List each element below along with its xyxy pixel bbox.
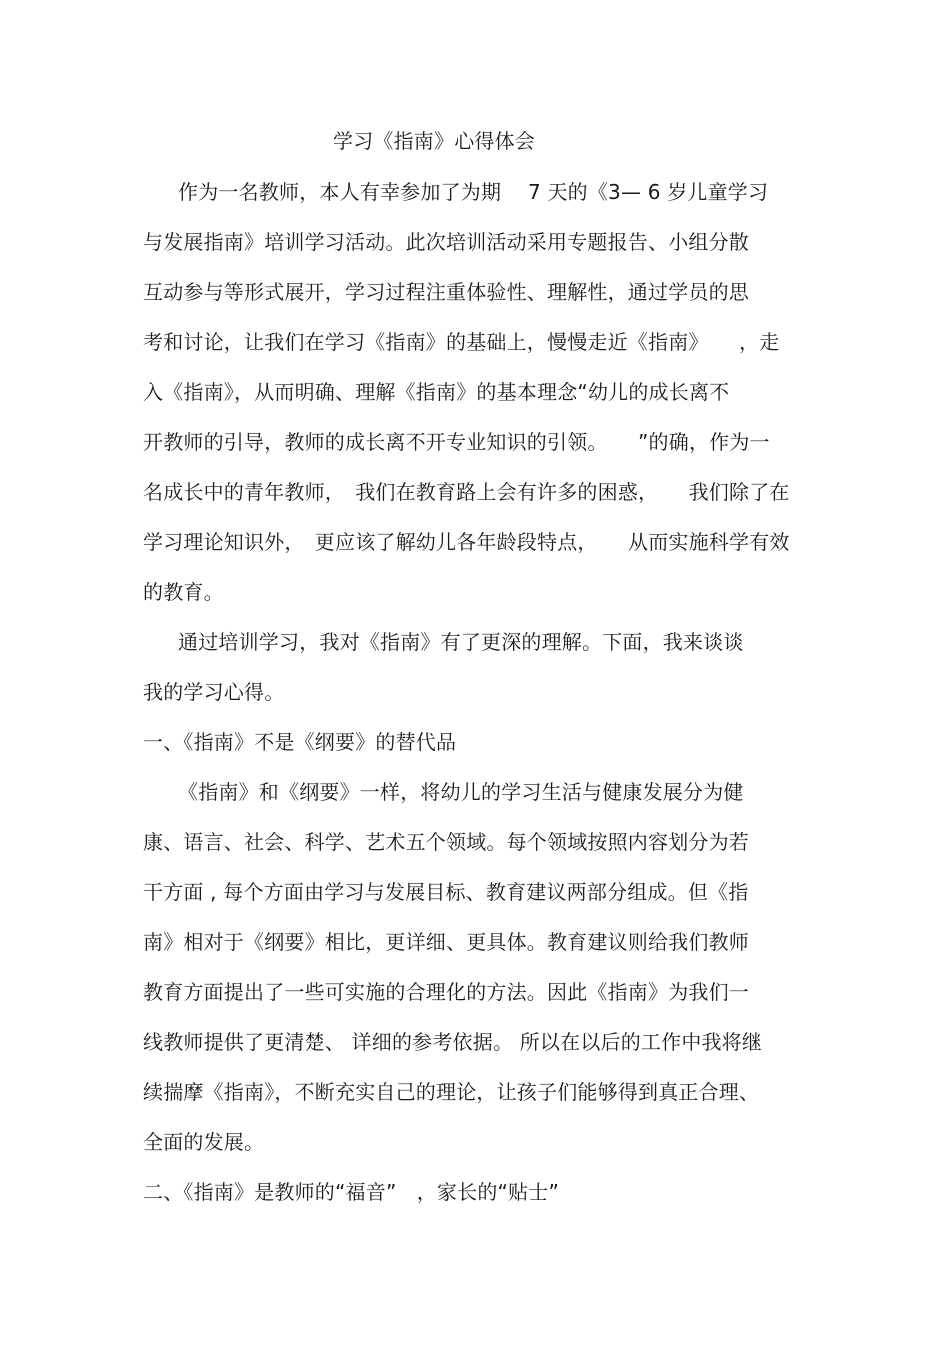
section-heading: 二、《指南》是教师的“福音” ，家长的“贴士” (143, 1180, 560, 1204)
paragraph-line: 续揣摩《指南》，不断充实自己的理论，让孩子们能够得到真正合理、 (143, 1080, 760, 1104)
paragraph-line: 学习理论知识外， 更应该了解幼儿各年龄段特点， 从而实施科学有效 (143, 530, 790, 554)
paragraph-line: 互动参与等形式展开，学习过程注重体验性、理解性，通过学员的思 (143, 280, 749, 304)
paragraph-line: 开教师的引导，教师的成长离不开专业知识的引领。 ”的确，作为一 (143, 430, 770, 454)
paragraph-line: 南》相对于《纲要》相比，更详细、更具体。教育建议则给我们教师 (143, 930, 749, 954)
paragraph-line: 考和讨论，让我们在学习《指南》的基础上，慢慢走近《指南》 ，走 (143, 330, 780, 354)
paragraph-line: 干方面 , 每个方面由学习与发展目标、教育建议两部分组成。但《指 (143, 880, 749, 904)
paragraph-line: 我的学习心得。 (143, 680, 285, 704)
paragraph-line: 康、语言、社会、科学、艺术五个领域。每个领域按照内容划分为若 (143, 830, 749, 854)
paragraph-line: 入《指南》，从而明确、理解《指南》的基本理念“幼儿的成长离不 (143, 380, 730, 404)
paragraph-line: 名成长中的青年教师， 我们在教育路上会有许多的困惑， 我们除了在 (143, 480, 790, 504)
paragraph-line: 通过培训学习，我对《指南》有了更深的理解。下面，我来谈谈 (178, 630, 744, 654)
paragraph-line: 的教育。 (143, 580, 224, 604)
paragraph-line: 《指南》和《纲要》一样，将幼儿的学习生活与健康发展分为健 (178, 780, 744, 804)
document-title: 学习《指南》心得体会 (333, 129, 535, 153)
paragraph-line: 作为一名教师，本人有幸参加了为期 7 天的《3— 6 岁儿童学习 (178, 180, 769, 204)
section-heading: 一、《指南》不是《纲要》的替代品 (143, 730, 457, 754)
paragraph-line: 教育方面提出了一些可实施的合理化的方法。因此《指南》为我们一 (143, 980, 749, 1004)
paragraph-line: 全面的发展。 (143, 1130, 265, 1154)
paragraph-line: 与发展指南》培训学习活动。此次培训活动采用专题报告、小组分散 (143, 230, 749, 254)
paragraph-line: 线教师提供了更清楚、 详细的参考依据。 所以在以后的工作中我将继 (143, 1030, 763, 1054)
